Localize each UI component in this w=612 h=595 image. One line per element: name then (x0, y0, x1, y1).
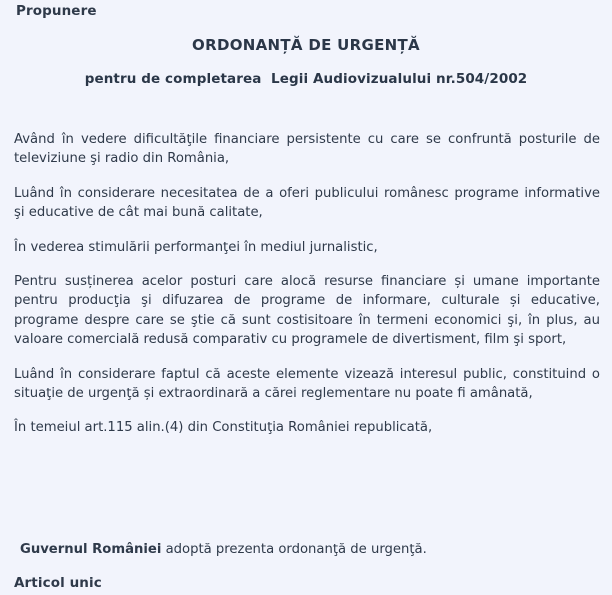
adoption-statement-lead: Guvernul României (20, 542, 162, 557)
paragraph: Pentru susținerea acelor posturi care alocă resurse financiare și umane importante pentru producţia şi difuzarea de programe de informare, culturale și educative, programe despre care se ştie că sunt costisitoare în termeni economici şi, în plus, au valoare comercială redusă comparativ cu programele de divertisment, film şi sport, (14, 274, 600, 348)
paragraph: În temeiul art.115 alin.(4) din Constituţia României republicată, (14, 420, 433, 436)
paragraph: Luând în considerare faptul că aceste elemente vizează interesul public, constituind o situaţie de urgenţă și extraordinară a cărei reglementare nu poate fi amânată, (14, 366, 600, 402)
article-heading: Articol unic (14, 575, 102, 592)
paragraph: Luând în considerare necesitatea de a oferi publicului românesc programe informative şi educative de cât mai bună calitate, (14, 185, 600, 221)
paragraph: În vederea stimulării performanţei în mediul jurnalistic, (14, 239, 378, 255)
document-header-label: Propunere (16, 3, 97, 19)
document-subtitle: pentru de completarea Legii Audiovizualului nr.504/2002 (84, 71, 528, 87)
closing-block (14, 540, 600, 591)
adoption-statement (14, 540, 600, 559)
title-block (0, 36, 612, 87)
adoption-statement-rest: adoptă prezenta ordonanţă de urgenţă. (161, 542, 427, 557)
paragraph: Având în vedere dificultăţile financiare persistente cu care se confruntă posturile de televiziune şi radio din România, (14, 132, 600, 167)
document-body (14, 130, 600, 438)
document-title: ORDONANȚĂ DE URGENȚĂ (192, 36, 420, 54)
